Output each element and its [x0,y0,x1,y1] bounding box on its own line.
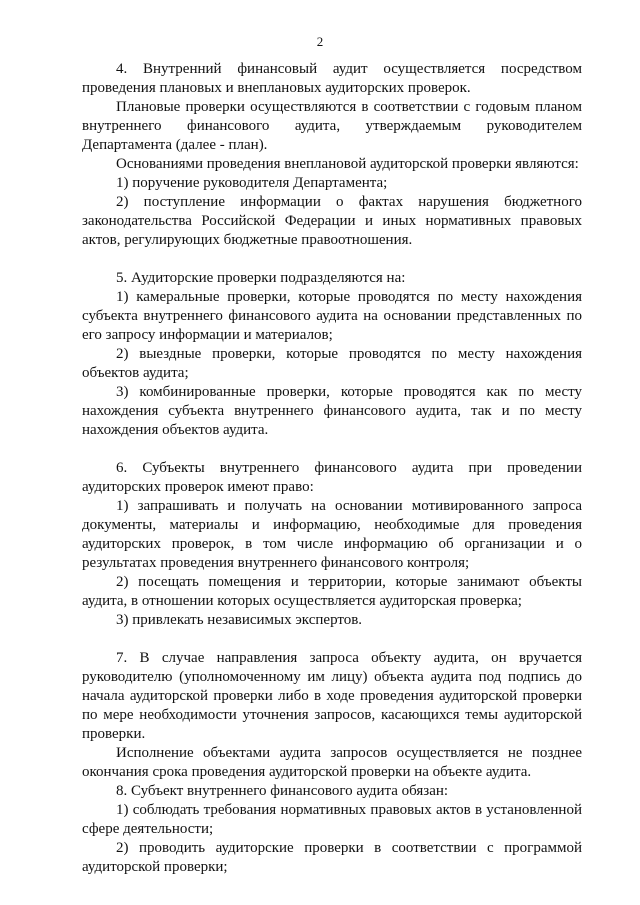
page-number: 2 [316,34,324,49]
list-item-right-1: 1) запрашивать и получать на основании мотивированного запроса документы, материалы и информацию, необходимые для проведения аудиторских проверок, в том числе информацию об организации и о результатах проведения внутреннего финансового контроля; [82,498,582,571]
list-item-audit-type-1: 1) камеральные проверки, которые проводятся по месту нахождения субъекта внутреннего финансового аудита на основании представленных по его запросу информации и материалов; [82,289,582,343]
list-item-right-3: 3) привлекать независимых экспертов. [116,612,363,628]
list-item-duty-2: 2) проводить аудиторские проверки в соответствии с программой аудиторской проверки; [82,840,582,875]
paragraph-6: 6. Субъекты внутреннего финансового аудита при проведении аудиторских проверок имеют право: [82,460,582,495]
paragraph-request-execution: Исполнение объектами аудита запросов осуществляется не позднее окончания срока проведения аудиторской проверки на объекте аудита. [82,745,582,780]
paragraph-7: 7. В случае направления запроса объекту аудита, он вручается руководителю (уполномоченному им лицу) объекта аудита под подпись до начала аудиторской проверки либо в ходе проведения аудиторской проверки по мере необходимости уточнения запросов, касающихся темы аудиторской проверки. [82,650,582,742]
list-item-right-2: 2) посещать помещения и территории, которые занимают объекты аудита, в отношении которых осуществляется аудиторская проверка; [82,574,582,609]
paragraph-unplanned-grounds: Основаниями проведения внеплановой аудиторской проверки являются: [116,156,579,172]
section-gap [82,440,582,459]
list-item-ground-1: 1) поручение руководителя Департамента; [116,175,388,191]
paragraph-8: 8. Субъект внутреннего финансового аудита обязан: [116,783,449,799]
list-item-audit-type-3: 3) комбинированные проверки, которые проводятся как по месту нахождения субъекта внутреннего финансового аудита, так и по месту нахождения объектов аудита. [82,384,582,438]
paragraph-5: 5. Аудиторские проверки подразделяются на: [116,270,406,286]
list-item-duty-1: 1) соблюдать требования нормативных правовых актов в установленной сфере деятельности; [82,802,582,837]
section-gap [82,630,582,649]
paragraph-planned-audits: Плановые проверки осуществляются в соответствии с годовым планом внутреннего финансового аудита, утверждаемым руководителем Департамента (далее - план). [82,99,582,153]
list-item-ground-2: 2) поступление информации о фактах нарушения бюджетного законодательства Российской Федерации и иных нормативных правовых актов, регулирующих бюджетные правоотношения. [82,194,582,248]
document-body [82,60,582,877]
paragraph-4: 4. Внутренний финансовый аудит осуществляется посредством проведения плановых и внеплановых аудиторских проверок. [82,61,582,96]
section-gap [82,250,582,269]
list-item-audit-type-2: 2) выездные проверки, которые проводятся по месту нахождения объектов аудита; [82,346,582,381]
